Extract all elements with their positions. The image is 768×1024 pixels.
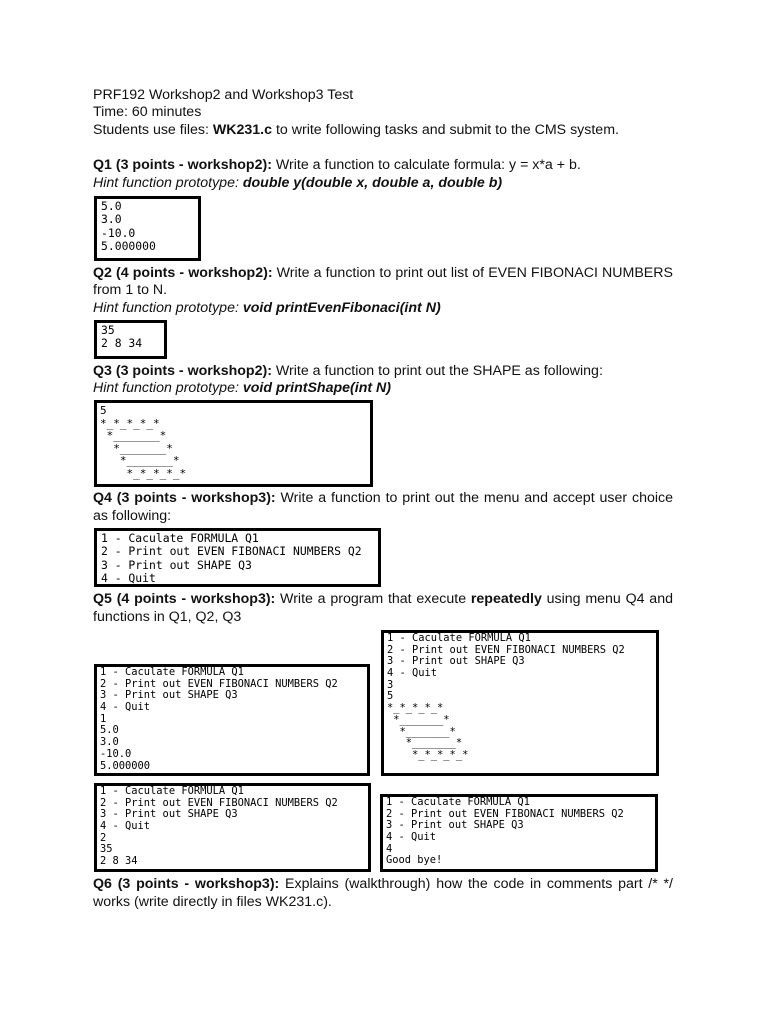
q2-label: Q2 (4 points - workshop2): — [93, 265, 273, 281]
terminal-line: *_______* — [387, 713, 450, 726]
terminal-line: 5 — [100, 404, 107, 417]
terminal-line: 3 — [387, 678, 394, 691]
terminal-line: *_*_*_*_* — [387, 702, 444, 715]
q1-label: Q1 (3 points - workshop2): — [93, 157, 272, 173]
q2-hint — [93, 300, 441, 317]
q3-label: Q3 (3 points - workshop2): — [93, 363, 272, 379]
q2-statement — [93, 265, 673, 282]
terminal-line: 4 - Quit — [386, 831, 437, 844]
terminal-line: 4 - Quit — [387, 667, 438, 680]
q1-hint-proto: double y(double x, double a, double b) — [242, 175, 503, 191]
terminal-line: *_*_*_*_* — [387, 748, 469, 761]
q4-statement — [93, 490, 673, 507]
terminal-line: 3 - Print out SHAPE Q3 — [100, 689, 238, 702]
terminal-line: Good bye! — [386, 854, 443, 867]
q4-text: Write a function to print out the menu and accept user choice — [275, 490, 673, 506]
q2-text: Write a function to print out list of EVEN FIBONACI NUMBERS — [272, 265, 673, 281]
terminal-line: 4 - Quit — [101, 571, 156, 586]
terminal-line: *_*_*_*_* — [100, 466, 187, 480]
terminal-line: *_______* — [100, 454, 180, 468]
terminal-line: 3 - Print out SHAPE Q3 — [386, 819, 524, 832]
terminal-line: *_*_*_*_* — [100, 416, 160, 430]
terminal-line: *_______* — [387, 737, 463, 750]
terminal-line: 2 — [100, 831, 107, 844]
terminal-line: 2 8 34 — [101, 336, 143, 351]
terminal-line: 1 - Caculate FORMULA Q1 — [100, 785, 244, 797]
terminal-line: 4 - Quit — [100, 820, 151, 833]
q6-statement-cont: works (write directly in files WK231.c). — [93, 894, 332, 910]
q1-statement — [93, 157, 581, 174]
terminal-line: 1 - Caculate FORMULA Q1 — [101, 531, 259, 545]
terminal-line: 3 - Print out SHAPE Q3 — [101, 557, 252, 572]
terminal-line: 35 — [100, 843, 113, 856]
q5-run-quit-box — [380, 794, 658, 872]
q1-text: Write a function to calculate formula: y = x*a + b. — [271, 157, 581, 173]
terminal-line: -10.0 — [100, 747, 132, 760]
terminal-line: 1 — [100, 712, 107, 725]
q5-run-fibonaci-box — [94, 783, 371, 872]
q2-output-box — [94, 320, 167, 359]
files-name: WK231.c — [212, 122, 273, 138]
q3-hint-proto: void printShape(int N) — [242, 380, 392, 396]
exam-files-line — [93, 122, 619, 139]
q6-label: Q6 (3 points - workshop3): — [93, 876, 280, 892]
terminal-line: 3 - Print out SHAPE Q3 — [387, 655, 525, 668]
q5-statement-cont: functions in Q1, Q2, Q3 — [93, 609, 242, 625]
files-prefix: Students use files: — [93, 122, 213, 138]
q5-text-bold: repeatedly — [470, 591, 542, 607]
terminal-line: 2 - Print out EVEN FIBONACI NUMBERS Q2 — [387, 643, 625, 656]
q5-text-b: using menu Q4 and — [541, 591, 673, 607]
q3-statement — [93, 363, 603, 380]
q5-statement — [93, 591, 673, 608]
terminal-line: 1 - Caculate FORMULA Q1 — [100, 666, 244, 678]
q1-output-box — [94, 196, 201, 261]
terminal-line: 35 — [101, 323, 115, 337]
terminal-line: *_______* — [100, 429, 167, 443]
q3-text: Write a function to print out the SHAPE as following: — [271, 363, 603, 379]
q5-label: Q5 (4 points - workshop3): — [93, 591, 276, 607]
terminal-line: 5.0 — [101, 199, 122, 213]
terminal-line: -10.0 — [101, 225, 136, 240]
q1-hint — [93, 175, 502, 192]
q6-statement — [93, 876, 673, 893]
terminal-line: 3.0 — [100, 736, 119, 749]
terminal-line: *_______* — [100, 441, 173, 455]
q5-text-a: Write a program that execute — [275, 591, 471, 607]
q1-hint-prefix: Hint function prototype: — [93, 175, 243, 191]
q5-run-shape-box — [381, 630, 659, 776]
files-suffix: to write following tasks and submit to the CMS system. — [272, 122, 619, 138]
terminal-line: 3 - Print out SHAPE Q3 — [100, 808, 238, 821]
q3-output-box — [94, 400, 373, 487]
q4-label: Q4 (3 points - workshop3): — [93, 490, 276, 506]
q3-hint — [93, 380, 391, 397]
q4-output-box — [94, 528, 381, 587]
q2-hint-proto: void printEvenFibonaci(int N) — [242, 300, 441, 316]
terminal-line: 2 - Print out EVEN FIBONACI NUMBERS Q2 — [100, 677, 338, 690]
q6-text: Explains (walkthrough) how the code in comments part /* */ — [279, 876, 673, 892]
exam-title: PRF192 Workshop2 and Workshop3 Test — [93, 87, 354, 103]
terminal-line: 2 - Print out EVEN FIBONACI NUMBERS Q2 — [101, 544, 362, 559]
terminal-line: 1 - Caculate FORMULA Q1 — [386, 796, 530, 808]
terminal-line: 5.0 — [100, 724, 119, 737]
terminal-line: 4 - Quit — [100, 701, 151, 714]
q2-statement-cont: from 1 to N. — [93, 282, 168, 298]
terminal-line: 5 — [387, 690, 394, 703]
q5-run-formula-box — [94, 664, 370, 776]
terminal-line: 2 - Print out EVEN FIBONACI NUMBERS Q2 — [100, 796, 338, 809]
terminal-line: 5.000000 — [101, 239, 156, 254]
q4-statement-cont: as following: — [93, 508, 172, 524]
q3-hint-prefix: Hint function prototype: — [93, 380, 243, 396]
terminal-line: *_______* — [387, 725, 456, 738]
exam-time: Time: 60 minutes — [93, 104, 202, 120]
terminal-line: 2 8 34 — [100, 855, 138, 868]
terminal-line: 4 — [386, 842, 393, 855]
terminal-line: 5.000000 — [100, 759, 151, 772]
terminal-line: 3.0 — [101, 212, 122, 227]
q2-hint-prefix: Hint function prototype: — [93, 300, 243, 316]
terminal-line: 2 - Print out EVEN FIBONACI NUMBERS Q2 — [386, 807, 624, 820]
terminal-line: 1 - Caculate FORMULA Q1 — [387, 632, 531, 644]
